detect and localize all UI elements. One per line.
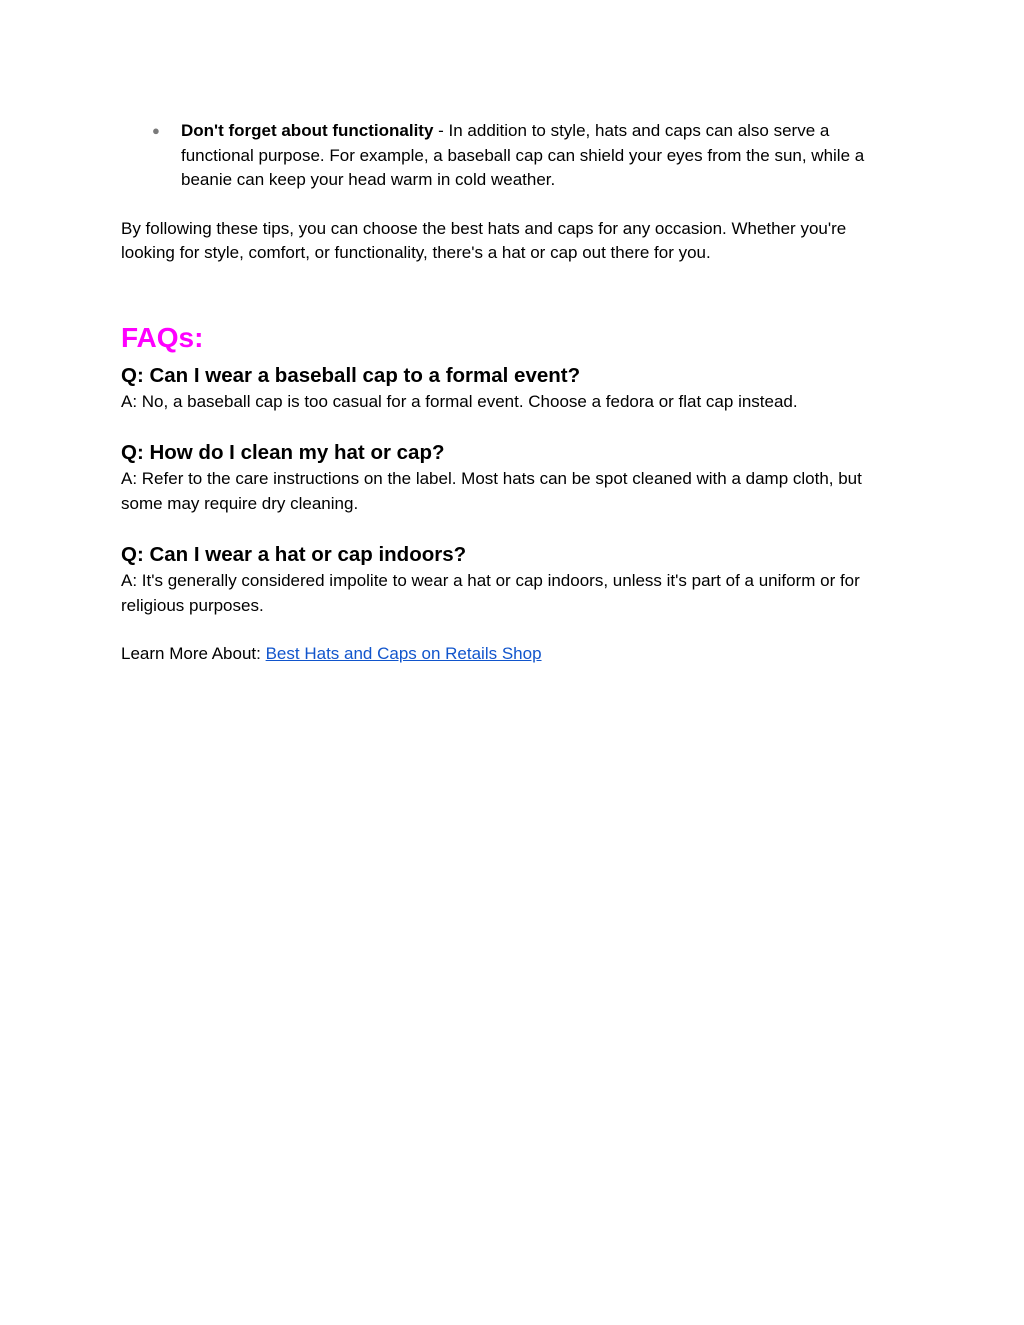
learn-more xyxy=(121,642,901,667)
bullet-icon: ● xyxy=(152,123,160,138)
bullet-text: - In addition to style, hats and caps can also serve a functional purpose. For example, a baseball cap can shield your eyes from the sun, while a beanie can keep your head warm in cold weather. xyxy=(181,121,865,189)
faq-item xyxy=(121,439,901,516)
faq-heading: FAQs: xyxy=(121,321,204,353)
faq-question: Q: Can I wear a baseball cap to a formal event? xyxy=(121,363,581,387)
learn-more-label: Learn More About: xyxy=(121,644,266,663)
list-item xyxy=(121,119,901,193)
faq-answer: A: It's generally considered impolite to wear a hat or cap indoors, unless it's part of a uniform or for religious purposes. xyxy=(121,571,860,615)
document-page xyxy=(121,119,901,684)
learn-more-link[interactable]: Best Hats and Caps on Retails Shop xyxy=(265,644,542,663)
faq-question: Q: Can I wear a hat or cap indoors? xyxy=(121,543,467,566)
faq-question: Q: How do I clean my hat or cap? xyxy=(121,441,445,464)
faq-item xyxy=(121,362,901,415)
faq-item xyxy=(121,541,901,618)
bullet-title: Don't forget about functionality xyxy=(181,121,434,140)
closing-paragraph: By following these tips, you can choose the best hats and caps for any occasion. Whether you're looking for style, comfort, or functionality, there's a hat or cap out there for you. xyxy=(121,218,847,262)
tips-bullet-list xyxy=(121,119,901,193)
faq-answer: A: Refer to the care instructions on the label. Most hats can be spot cleaned with a damp cloth, but some may require dry cleaning. xyxy=(121,469,862,513)
faq-answer: A: No, a baseball cap is too casual for a formal event. Choose a fedora or flat cap instead. xyxy=(121,391,798,411)
